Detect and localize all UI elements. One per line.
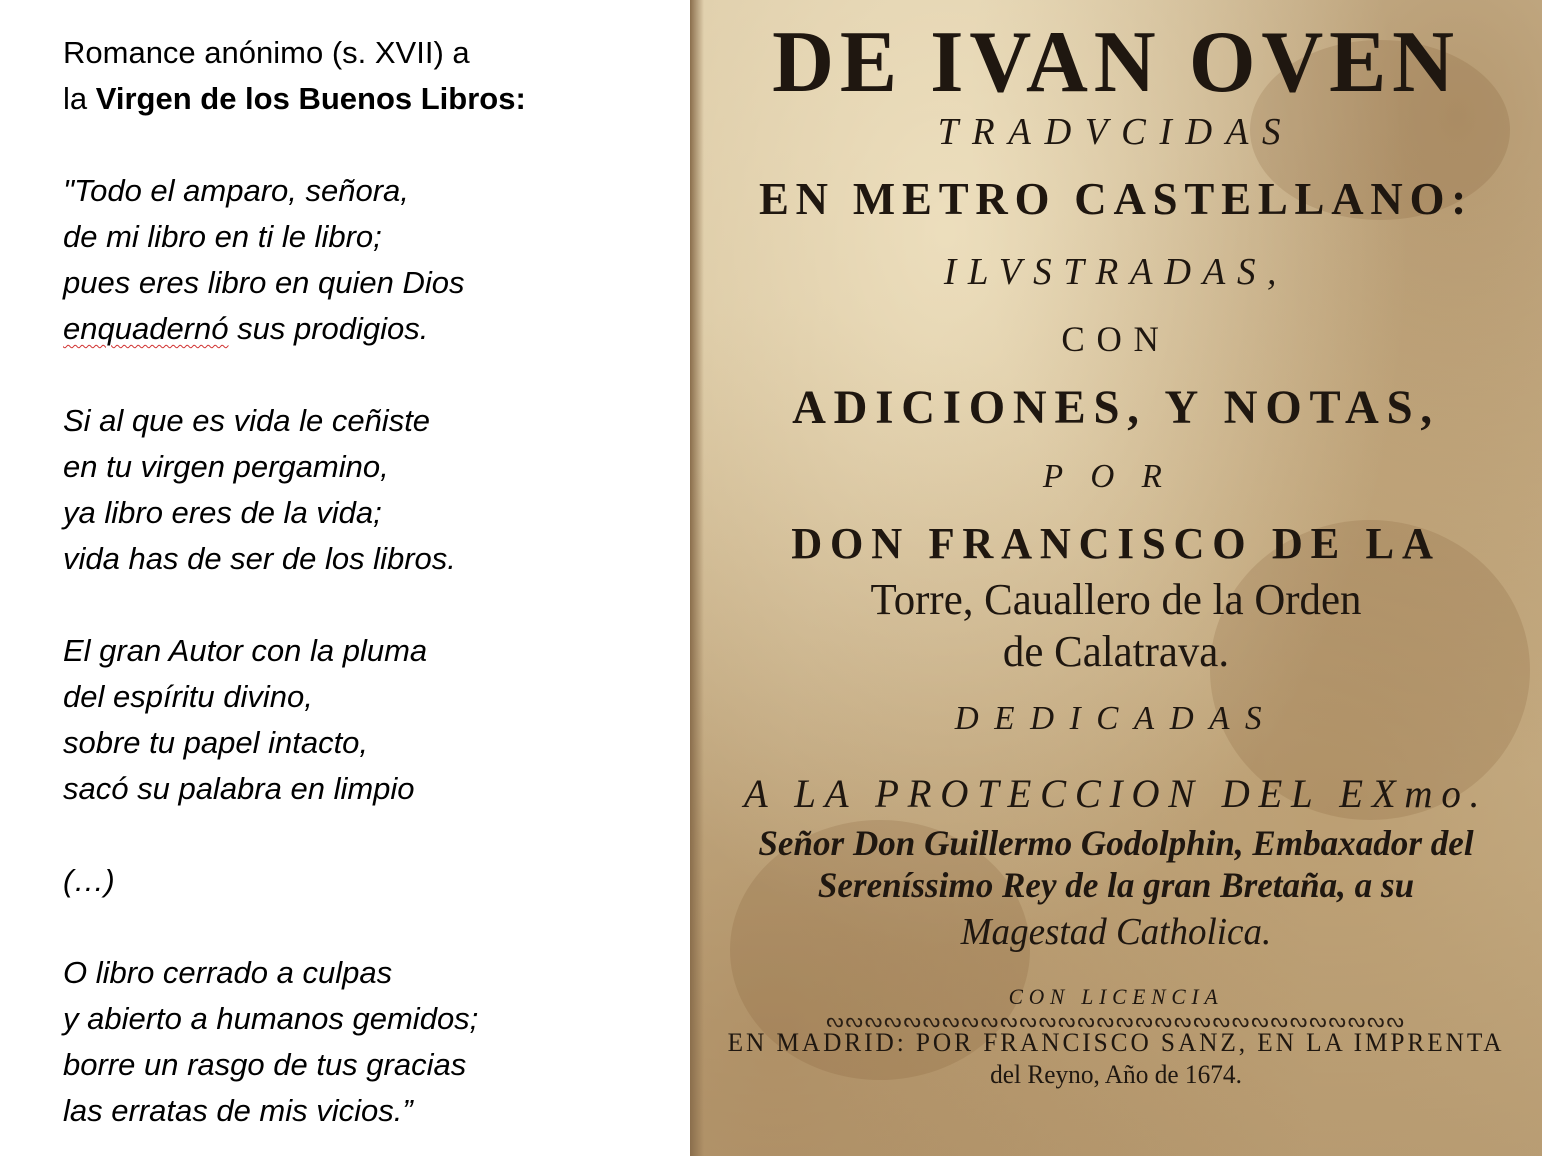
stanza-line: El gran Autor con la pluma (63, 633, 428, 668)
title-page-author: DE IVAN OVEN (772, 14, 1460, 111)
stanza-line: de mi libro en ti le libro; (63, 219, 382, 254)
stanza-line: sobre tu papel intacto, (63, 725, 369, 760)
stanza-line: sacó su palabra en limpio (63, 771, 415, 806)
title-page-dedicadas: DEDICADAS (954, 700, 1278, 737)
poem-heading-line-1: Romance anónimo (s. XVII) a (63, 35, 470, 70)
stanza-line: Si al que es vida le ceñiste (63, 403, 431, 438)
title-page-ornament-border: ᔓᔓᔓᔓᔓᔓᔓᔓᔓᔓᔓᔓᔓᔓᔓᔓᔓᔓᔓᔓᔓᔓᔓᔓᔓᔓᔓᔓᔓᔓ (826, 1010, 1406, 1032)
book-title-page-image (690, 0, 1542, 1156)
poem-heading-prefix: la (63, 81, 96, 116)
title-page-dedicatee: Señor Don Guillermo Godolphin, Embaxador del (758, 823, 1474, 863)
poem-text-panel (0, 0, 690, 1156)
poem-heading-bold: Virgen de los Buenos Libros: (95, 81, 526, 116)
title-page-imprint: EN MADRID: POR FRANCISCO SANZ, EN LA IMPRENTA (727, 1028, 1505, 1057)
title-page-por: POR (1042, 458, 1190, 495)
stanza-line: "Todo el amparo, señora, (63, 173, 409, 208)
stanza-line (63, 306, 690, 352)
stanza-4 (63, 950, 690, 1134)
stanza-line: del espíritu divino, (63, 679, 313, 714)
title-page-metro: EN METRO CASTELLANO: (758, 173, 1474, 224)
stanza-line: en tu virgen pergamino, (63, 449, 389, 484)
title-page-dedicatee-2: Sereníssimo Rey de la gran Bretaña, a su (817, 865, 1415, 905)
title-page-traducidas: TRADVCIDAS (937, 111, 1295, 153)
ellipsis (63, 858, 690, 904)
stanza-line: vida has de ser de los libros. (63, 541, 456, 576)
title-page-translator: DON FRANCISCO DE LA (791, 519, 1441, 568)
title-page-translator-title: Torre, Cauallero de la Orden (870, 575, 1362, 624)
poem-heading-line-2 (63, 76, 690, 122)
title-page-order: de Calatrava. (1002, 627, 1230, 676)
title-page-ilustradas: ILVSTRADAS, (943, 251, 1289, 293)
title-page-imprint-date: del Reyno, Año de 1674. (990, 1060, 1242, 1089)
title-page-con: CON (1061, 319, 1171, 359)
ellipsis-line: (…) (63, 863, 115, 898)
stanza-line: O libro cerrado a culpas (63, 955, 393, 990)
stanza-1 (63, 168, 690, 352)
spellcheck-flagged-word[interactable]: enquadernó (63, 311, 229, 346)
stanza-line: pues eres libro en quien Dios (63, 265, 465, 300)
stanza-line: borre un rasgo de tus gracias (63, 1047, 467, 1082)
title-page-magestad: Magestad Catholica. (960, 911, 1272, 953)
stanza-line-rest: sus prodigios. (228, 311, 429, 346)
title-page-adiciones: ADICIONES, Y NOTAS, (792, 381, 1440, 434)
title-page-licencia: CON LICENCIA (1008, 984, 1224, 1009)
stanza-line: ya libro eres de la vida; (63, 495, 382, 530)
stanza-3 (63, 628, 690, 812)
stanza-2 (63, 398, 690, 582)
stanza-line: y abierto a humanos gemidos; (63, 1001, 479, 1036)
title-page-proteccion: A LA PROTECCION DEL EXmo. (743, 771, 1489, 816)
stanza-line: las erratas de mis vicios.” (63, 1093, 413, 1128)
